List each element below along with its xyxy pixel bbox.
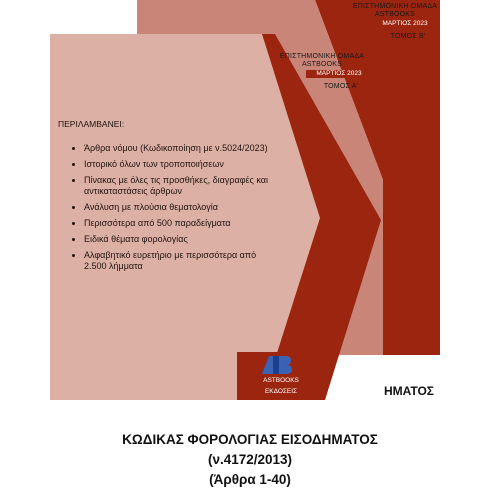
book-title-line3: (Άρθρα 1-40) (209, 472, 291, 487)
list-item: Ειδικά θέματα φορολογίας (72, 234, 278, 245)
volume-a-publisher-line1: ΕΠΙΣΤΗΜΟΝΙΚΗ ΟΜΑΔΑ (279, 53, 365, 60)
bullet-icon (72, 179, 75, 182)
volume-a-date-badge: ΜΑΡΤΙΟΣ 2023 (306, 70, 372, 78)
list-item: Αλφαβητικό ευρετήριο με περισσότερα από 2.500 λήμματα (72, 250, 278, 272)
bullet-icon (72, 238, 75, 241)
bullet-icon (72, 206, 75, 209)
list-item: Περισσότερα από 500 παραδείγματα (72, 218, 278, 229)
list-item: Πίνακας με όλες τις προσθήκες, διαγραφές και αντικαταστάσεις άρθρων (72, 175, 278, 197)
volume-b-publisher-line2: ASTBOOKS (374, 11, 416, 18)
publisher-logo-brand: ASTBOOKS (263, 377, 299, 384)
volume-a-publisher-line2: ASTBOOKS (301, 61, 343, 68)
publisher-logo-label: ΕΚΔΟΣΕΙΣ (264, 388, 298, 395)
book-title-line1: ΚΩΔΙΚΑΣ ΦΟΡΟΛΟΓΙΑΣ ΕΙΣΟΔΗΜΑΤΟΣ (122, 432, 378, 447)
book-title-line2: (ν.4172/2013) (207, 452, 293, 467)
volume-b-publisher-line1: ΕΠΙΣΤΗΜΟΝΙΚΗ ΟΜΑΔΑ (352, 3, 438, 10)
bullet-icon (72, 254, 75, 257)
volume-b-volume-label: ΤΟΜΟΣ Β' (390, 33, 426, 40)
bullet-icon (72, 147, 75, 150)
bullet-icon (72, 163, 75, 166)
volume-b-date-badge: ΜΑΡΤΙΟΣ 2023 (372, 20, 438, 28)
list-item: Ανάλυση με πλούσια θεματολογία (72, 202, 278, 213)
list-item: Ιστορικό όλων των τροποποιήσεων (72, 159, 278, 170)
bullet-icon (72, 222, 75, 225)
features-list (72, 143, 278, 277)
contents-intro: ΠΕΡΙΛΑΜΒΑΝΕΙ: (58, 119, 125, 129)
volume-a-volume-label: ΤΟΜΟΣ Α' (323, 83, 359, 90)
back-cover-title-fragment: ΗΜΑΤΟΣ (384, 384, 434, 398)
list-item: Άρθρα νόμου (Κωδικοποίηση με ν.5024/2023) (72, 143, 278, 154)
